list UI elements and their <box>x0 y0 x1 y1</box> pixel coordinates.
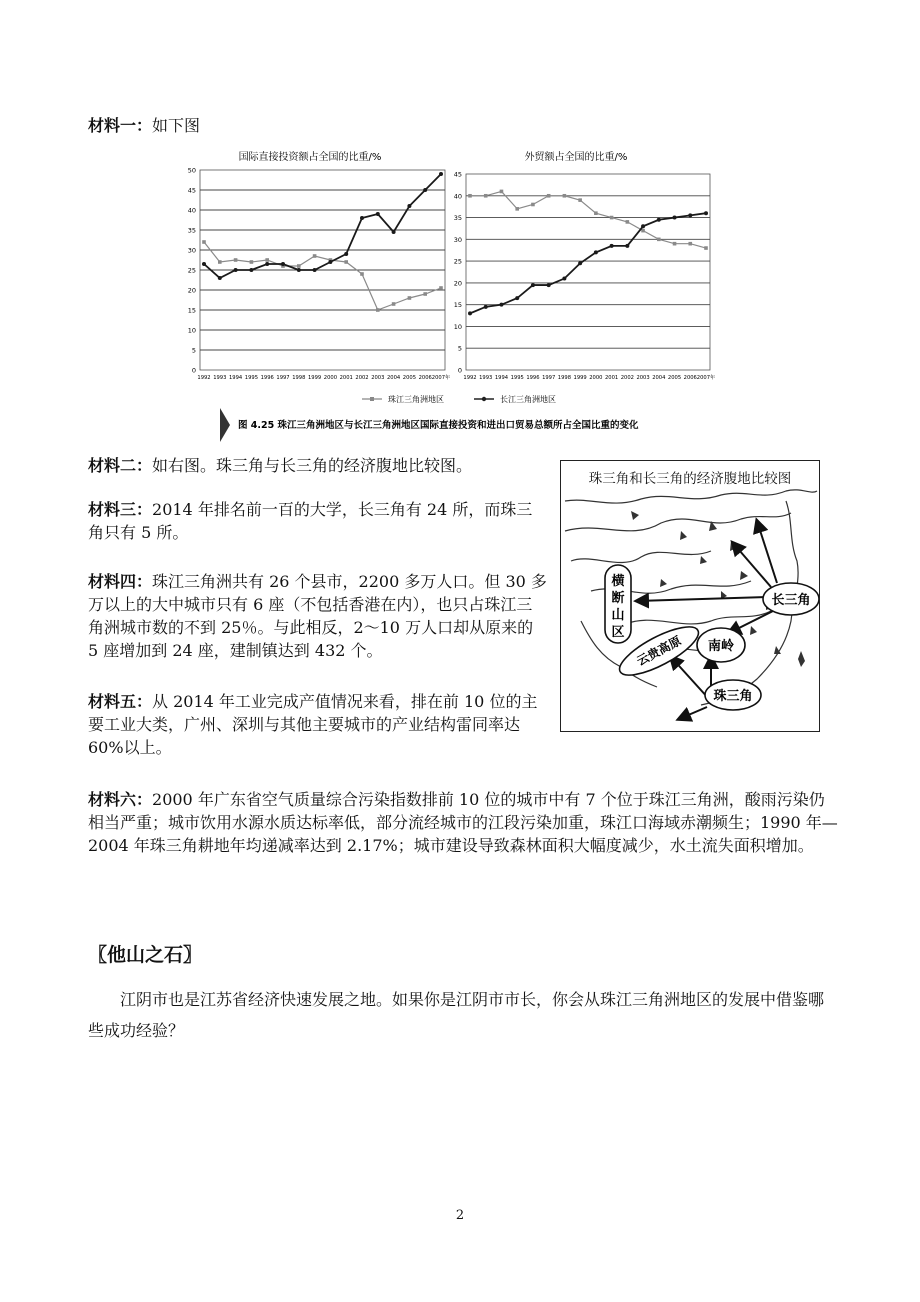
material-2 <box>88 454 548 477</box>
data-point <box>484 305 488 309</box>
y-tick-label: 45 <box>187 186 196 195</box>
data-point <box>531 203 535 207</box>
y-tick-label: 45 <box>453 170 462 179</box>
data-point <box>408 296 412 300</box>
data-point <box>234 268 238 272</box>
x-tick-label: 2004 <box>652 375 666 381</box>
data-point <box>360 216 364 220</box>
x-tick-label: 2002 <box>620 375 634 381</box>
data-point <box>218 260 222 264</box>
y-tick-label: 25 <box>453 257 462 266</box>
chart-fdi-share <box>188 150 450 381</box>
data-point <box>547 283 551 287</box>
data-point <box>673 216 677 220</box>
map-drawing <box>561 461 819 731</box>
x-tick-label: 2001 <box>339 375 353 381</box>
data-point <box>265 258 269 262</box>
x-tick-label: 1997 <box>276 375 290 381</box>
data-point <box>578 198 582 202</box>
material-3 <box>88 498 548 544</box>
x-tick-label: 2001 <box>604 375 619 381</box>
data-point <box>392 230 396 234</box>
series-line-zsj <box>204 242 441 310</box>
data-point <box>594 211 598 215</box>
x-tick-label: 1992 <box>197 375 211 381</box>
x-tick-label: 2003 <box>636 375 650 381</box>
x-tick-label: 1999 <box>307 375 322 381</box>
data-point <box>234 258 238 262</box>
data-point <box>468 194 472 198</box>
data-point <box>562 277 566 281</box>
material-6-text: 2000 年广东省空气质量综合污染指数排前 10 位的城市中有 7 个位于珠江三角洲，酸雨污染仍相当严重；城市饮用水源水质达标率低，部分流经城市的江段污染加重，珠江口海域赤潮频生；1990 年—2004 年珠三角耕地年均递减率达到 2.17%；城市建设导致森林面积大幅度减少，水土流失面积增加。 <box>88 790 838 855</box>
material-3-text: 2014 年排名前一百的大学，长三角有 24 所，而珠三角只有 5 所。 <box>88 500 533 542</box>
y-tick-label: 5 <box>191 346 196 355</box>
y-tick-label: 10 <box>453 322 462 331</box>
material-2-text: 如右图。珠三角与长三角的经济腹地比较图。 <box>152 456 473 475</box>
y-tick-label: 15 <box>187 306 196 315</box>
data-point <box>423 188 427 192</box>
plot-frame <box>466 174 710 370</box>
data-point <box>610 216 614 220</box>
y-tick-label: 20 <box>187 286 196 295</box>
material-5-text: 从 2014 年工业完成产值情况来看，排在前 10 位的主要工业大类，广州、深圳与其他主要城市的产业结构雷同率达 60%以上。 <box>88 692 538 757</box>
data-point <box>641 229 645 233</box>
material-1-text: 如下图 <box>152 116 201 135</box>
y-tick-label: 15 <box>453 301 462 310</box>
data-point <box>328 260 332 264</box>
hinterland-map <box>560 460 820 732</box>
y-tick-label: 40 <box>187 206 196 215</box>
data-point <box>376 308 380 312</box>
material-3-label: 材料三： <box>88 500 153 519</box>
y-tick-label: 30 <box>187 246 196 255</box>
y-tick-label: 0 <box>457 366 462 375</box>
data-point <box>297 264 301 268</box>
figure-caption <box>220 408 639 442</box>
data-point <box>531 283 535 287</box>
data-point <box>515 296 519 300</box>
label-csj: 长三角 <box>771 593 811 608</box>
y-tick-label: 0 <box>191 366 196 375</box>
label-nanling: 南岭 <box>707 639 735 654</box>
x-tick-label: 2000 <box>589 375 603 381</box>
data-point <box>202 240 206 244</box>
data-point <box>500 190 504 194</box>
x-tick-label: 2004 <box>386 375 401 381</box>
data-point <box>484 194 488 198</box>
data-point <box>594 250 598 254</box>
chart2-title: 外贸额占全国的比重/% <box>524 152 628 163</box>
data-point <box>499 303 503 307</box>
x-tick-label: 2005 <box>402 375 417 381</box>
y-tick-label: 10 <box>187 326 196 335</box>
material-6-label: 材料六： <box>88 790 153 809</box>
material-1-label: 材料一： <box>88 116 153 135</box>
region-csj <box>763 583 819 615</box>
data-point <box>468 311 472 315</box>
data-point <box>688 242 692 246</box>
data-point <box>407 204 411 208</box>
x-tick-label: 1994 <box>228 375 243 381</box>
label-zsj: 珠三角 <box>713 689 753 704</box>
data-point <box>249 268 253 272</box>
data-point <box>439 172 443 176</box>
y-tick-label: 35 <box>187 226 196 235</box>
y-tick-label: 40 <box>453 192 462 201</box>
label-yungui: 云贵高原 <box>634 633 684 669</box>
material-4-text: 珠江三角洲共有 26 个县市，2200 多万人口。但 30 多万以上的大中城市只有 6 座（不包括香港在内），也只占珠江三角洲城市数的不到 25％。与此相反，2～10 万人口却从原来的 5 座增加到 24 座，建制镇达到 432 个。 <box>88 572 547 660</box>
region-zsj <box>705 680 761 710</box>
data-point <box>297 268 301 272</box>
chart-trade-share <box>454 150 715 381</box>
data-point <box>625 244 629 248</box>
caption-text: 图 4.25 珠江三角洲地区与长江三角洲地区国际直接投资和进出口贸易总额所占全国比重的变化 <box>238 420 639 431</box>
x-tick-label: 1998 <box>557 375 572 381</box>
data-point <box>202 262 206 266</box>
material-4 <box>88 570 548 662</box>
data-point <box>392 302 396 306</box>
x-tick-label: 1993 <box>213 375 227 381</box>
section-heading: 〖他山之石〗 <box>88 944 203 966</box>
data-point <box>578 261 582 265</box>
data-point <box>704 246 708 250</box>
region-hengduan <box>605 565 631 643</box>
x-tick-label: 1996 <box>526 375 540 381</box>
x-tick-label: 2007年 <box>696 375 716 381</box>
x-tick-label: 2006 <box>418 375 432 381</box>
data-point <box>250 260 254 264</box>
x-tick-label: 1997 <box>542 375 556 381</box>
material-1 <box>88 114 200 137</box>
data-point <box>344 252 348 256</box>
data-point <box>673 242 677 246</box>
y-tick-label: 25 <box>187 266 196 275</box>
region-nanling <box>697 628 745 662</box>
data-point <box>313 254 317 258</box>
material-6 <box>88 788 838 857</box>
data-point <box>360 272 364 276</box>
data-point <box>313 268 317 272</box>
series-line-csj <box>470 213 706 313</box>
data-point <box>439 286 443 290</box>
material-2-label: 材料二： <box>88 456 153 475</box>
data-point <box>218 276 222 280</box>
data-point <box>515 207 519 211</box>
data-point <box>704 211 708 215</box>
y-tick-label: 30 <box>453 235 462 244</box>
data-point <box>688 213 692 217</box>
legend-csj: 长江三角洲地区 <box>500 395 556 404</box>
material-4-label: 材料四： <box>88 572 153 591</box>
x-tick-label: 2005 <box>667 375 682 381</box>
y-tick-label: 50 <box>187 166 196 175</box>
x-tick-label: 2002 <box>355 375 369 381</box>
chart1-title: 国际直接投资额占全国的比重/% <box>238 152 382 163</box>
data-point <box>265 262 269 266</box>
map-title: 珠三角和长三角的经济腹地比较图 <box>588 471 792 487</box>
page-number: 2 <box>455 1208 465 1223</box>
x-tick-label: 1993 <box>479 375 493 381</box>
data-point <box>376 212 380 216</box>
y-tick-label: 20 <box>453 279 462 288</box>
x-tick-label: 2000 <box>323 375 338 381</box>
x-tick-label: 1995 <box>244 375 259 381</box>
x-tick-label: 1994 <box>494 375 509 381</box>
data-point <box>547 194 551 198</box>
data-point <box>563 194 567 198</box>
legend-zsj: 珠江三角洲地区 <box>388 395 444 404</box>
x-tick-label: 1999 <box>573 375 587 381</box>
x-tick-label: 2006 <box>683 375 697 381</box>
data-point <box>344 260 348 264</box>
data-point <box>423 292 427 296</box>
x-tick-label: 1995 <box>510 375 524 381</box>
figure-4-25 <box>180 148 740 448</box>
y-tick-label: 5 <box>457 344 462 353</box>
data-point <box>610 244 614 248</box>
x-tick-label: 1998 <box>292 375 306 381</box>
label-hengduan: 横断山区 <box>611 574 625 640</box>
data-point <box>657 218 661 222</box>
data-point <box>641 224 645 228</box>
chart-legend <box>362 394 556 404</box>
data-point <box>626 220 630 224</box>
data-point <box>657 238 661 242</box>
section-question: 江阴市也是江苏省经济快速发展之地。如果你是江阴市市长，你会从珠江三角洲地区的发展中借鉴哪些成功经验？ <box>88 990 825 1040</box>
x-tick-label: 1996 <box>260 375 274 381</box>
material-5-label: 材料五： <box>88 692 153 711</box>
x-tick-label: 2003 <box>371 375 385 381</box>
data-point <box>281 262 285 266</box>
x-tick-label: 1992 <box>463 375 477 381</box>
material-5 <box>88 690 548 759</box>
x-tick-label: 2007年 <box>431 375 451 381</box>
y-tick-label: 35 <box>453 214 462 223</box>
